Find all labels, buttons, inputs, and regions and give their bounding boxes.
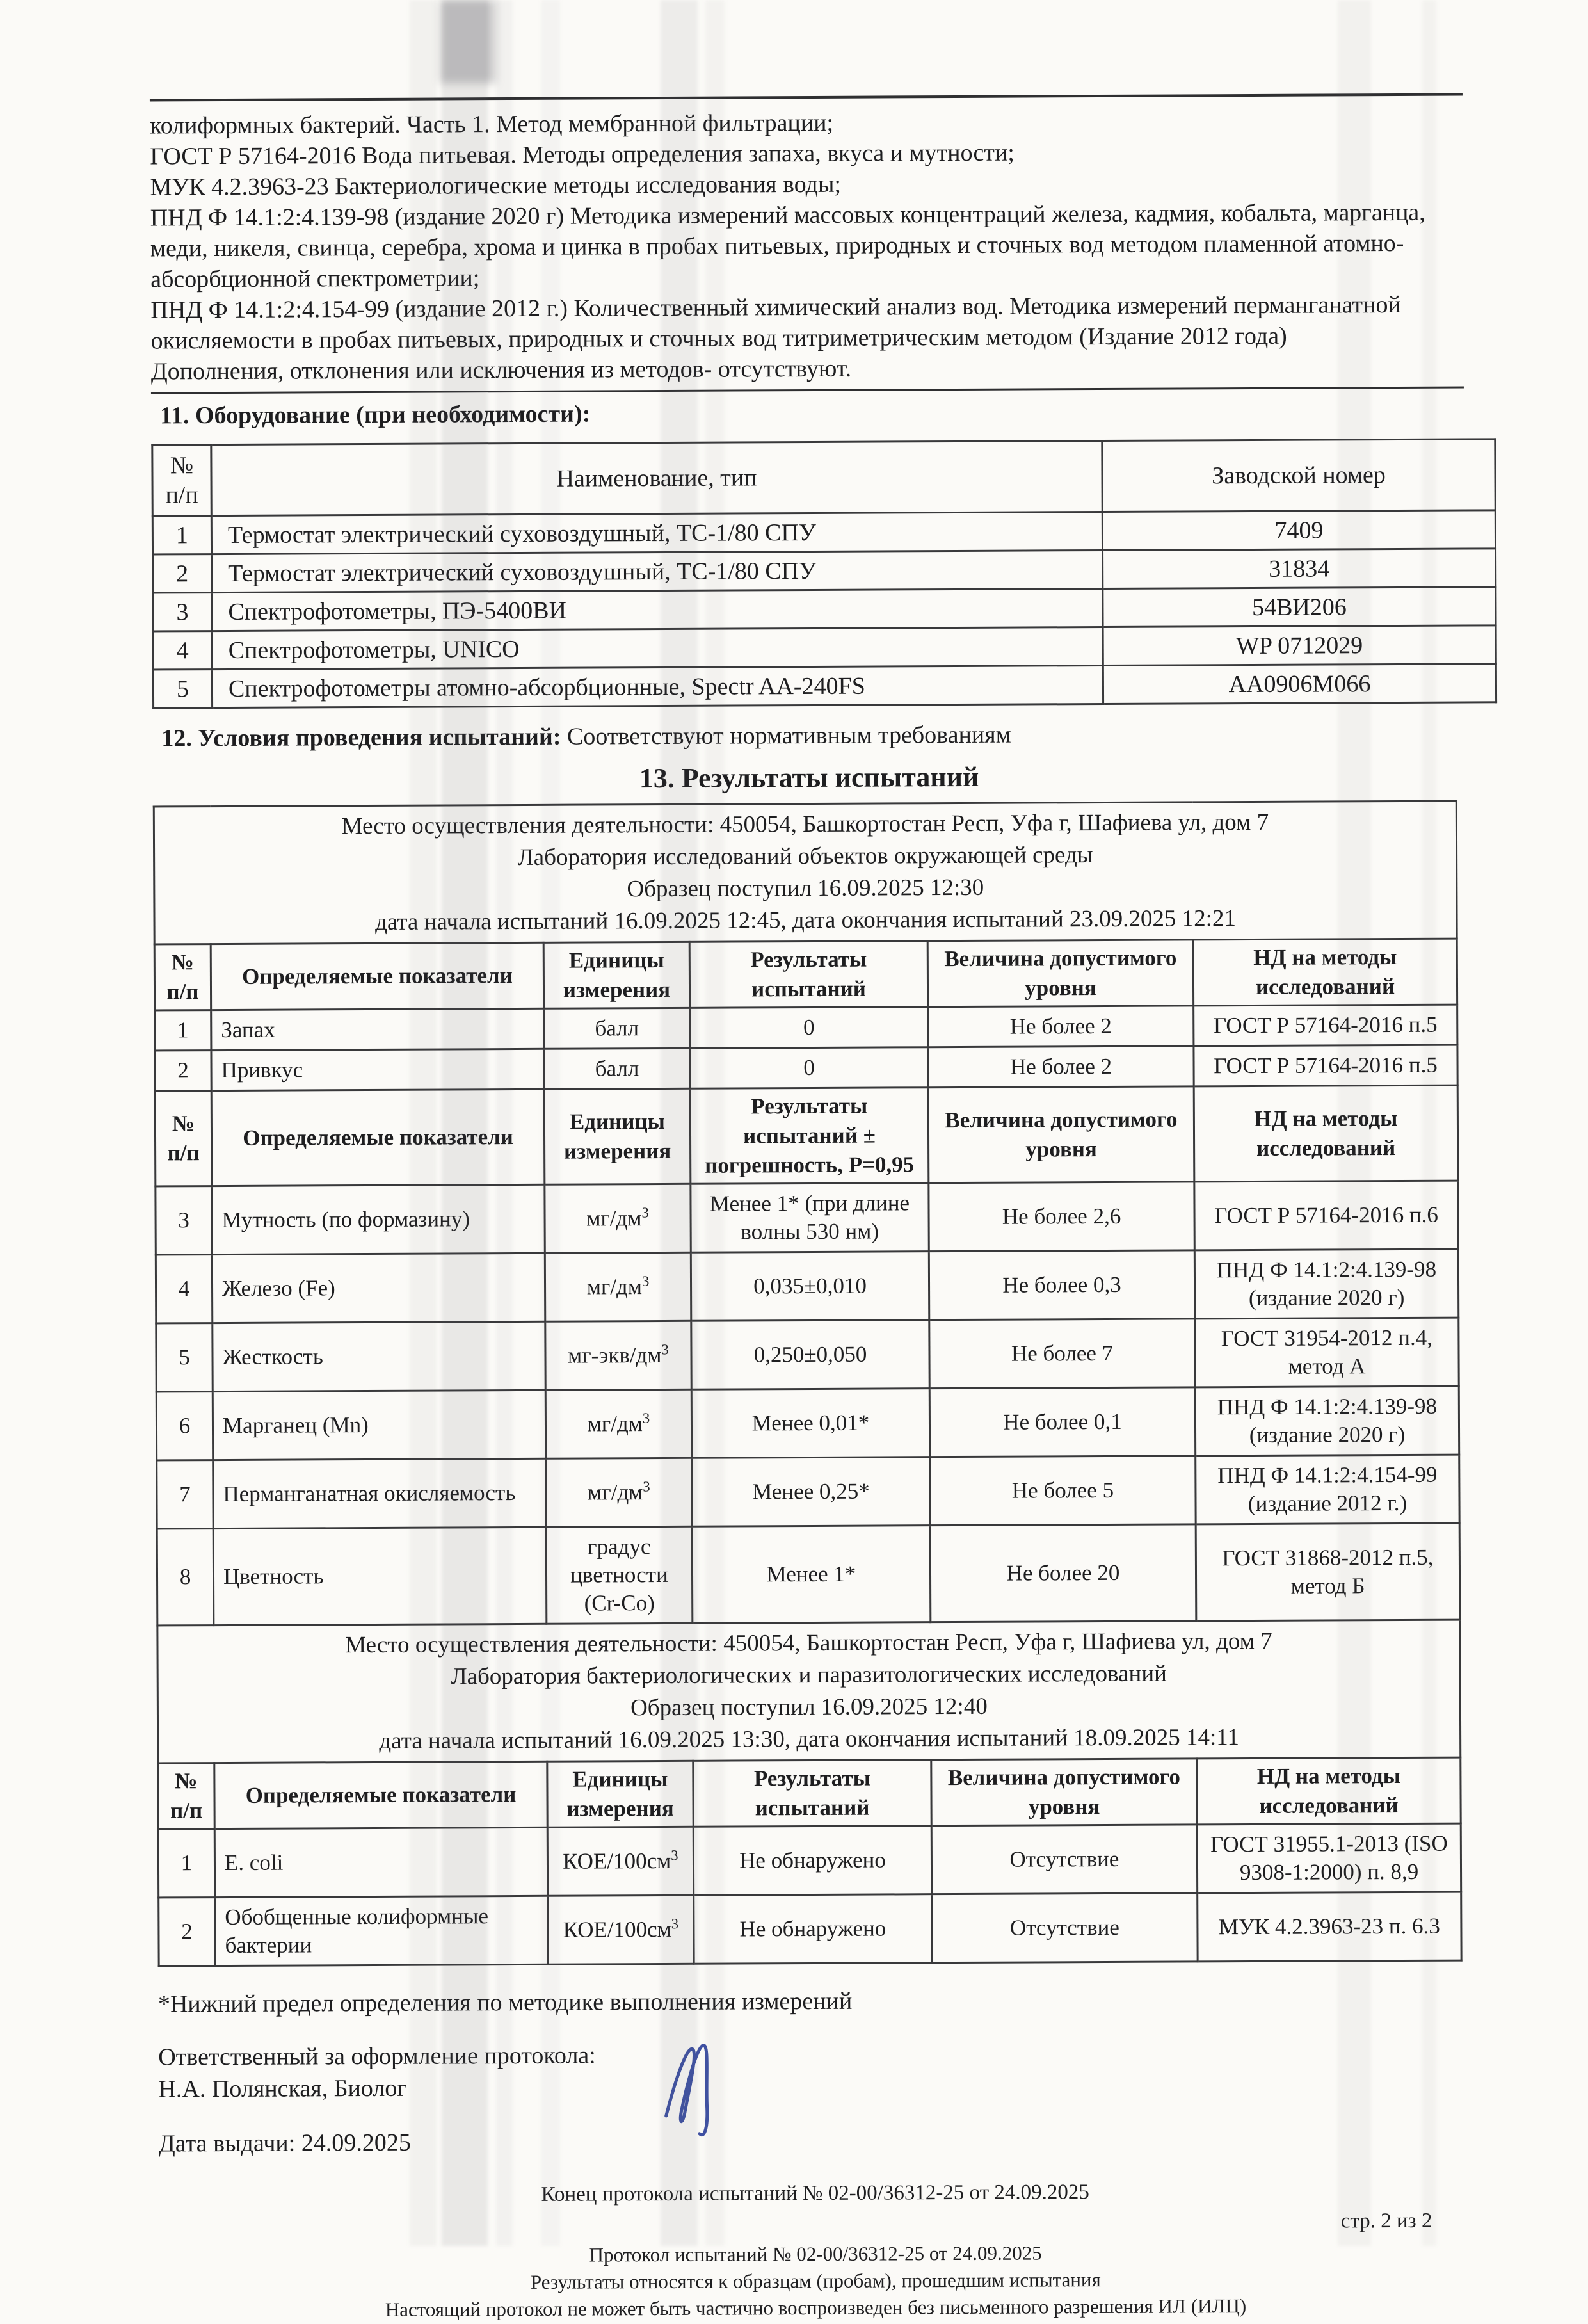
bact-info-block xyxy=(157,1620,1461,1763)
unit-base: мг-экв/дм xyxy=(568,1343,662,1368)
activity-address: Место осуществления деятельности: 450054, Башкортостан Респ, Уфа г, Шафиева ул, дом 7 xyxy=(164,1625,1452,1663)
cell-result: Менее 0,25* xyxy=(692,1457,930,1527)
col-header-name: Наименование, тип xyxy=(211,441,1102,516)
cell-name: Спектрофотометры, ПЭ-5400ВИ xyxy=(212,588,1103,631)
col-header-result: Результаты испытаний xyxy=(689,941,927,1008)
cell-serial: 54ВИ206 xyxy=(1103,587,1496,627)
col-header-num-top: № xyxy=(163,1766,209,1796)
cell-method: ПНД Ф 14.1:2:4.139-98 (издание 2020 г) xyxy=(1195,1386,1459,1456)
cell-limit: Не более 2,6 xyxy=(929,1182,1194,1252)
top-divider xyxy=(150,93,1463,102)
bact-info-row xyxy=(157,1620,1461,1763)
cell-unit xyxy=(545,1252,691,1321)
method-line: колиформных бактерий. Часть 1. Метод мембранной фильтрации; xyxy=(150,105,1463,141)
cell-limit: Не более 7 xyxy=(929,1319,1195,1389)
cell-indicator: Привкус xyxy=(211,1049,544,1090)
activity-address: Место осуществления деятельности: 450054, Башкортостан Респ, Уфа г, Шафиева ул, дом 7 xyxy=(161,806,1449,844)
unit-base: КОЕ/100см xyxy=(563,1848,671,1874)
signature xyxy=(654,2019,764,2148)
cell-indicator: Марганец (Mn) xyxy=(213,1390,545,1460)
issue-date: Дата выдачи: 24.09.2025 xyxy=(159,2124,1472,2158)
col-header-num xyxy=(152,445,211,516)
table-row xyxy=(153,625,1496,670)
cell-limit: Не более 0,3 xyxy=(929,1250,1194,1320)
cell-unit xyxy=(547,1827,693,1896)
equipment-header-row xyxy=(152,439,1495,516)
section-13-title: 13. Результаты испытаний xyxy=(152,759,1465,797)
results-scope-note: Результаты относятся к образцам (пробам), прошедшим испытания xyxy=(159,2265,1472,2298)
bact-header-row xyxy=(158,1757,1461,1829)
cell-unit xyxy=(546,1458,692,1527)
cell-limit: Отсутствие xyxy=(931,1825,1197,1894)
cell-num: 4 xyxy=(153,631,212,670)
col-header-indicator: Определяемые показатели xyxy=(211,1089,545,1186)
col-header-serial: Заводской номер xyxy=(1102,439,1495,512)
unit-superscript: 3 xyxy=(643,1410,650,1426)
cell-method: МУК 4.2.3963-23 п. 6.3 xyxy=(1198,1892,1461,1962)
section-12-label: 12. Условия проведения испытаний: xyxy=(161,723,561,752)
cell-indicator: Обобщенные колиформные бактерии xyxy=(215,1896,548,1965)
table-row xyxy=(156,1386,1459,1460)
col-header-limit: Величина допустимого уровня xyxy=(927,940,1193,1007)
col-header-num xyxy=(154,944,211,1010)
cell-name: Спектрофотометры, UNICO xyxy=(212,627,1103,669)
table-row xyxy=(156,1181,1458,1255)
col-header-method: НД на методы исследований xyxy=(1193,939,1457,1006)
unit-superscript: 3 xyxy=(642,1273,649,1289)
method-line: ПНД Ф 14.1:2:4.154-99 (издание 2012 г.) Количественный химический анализ вод. Методика измерений перманганатной окисляемости в пробах питьевых, природных и сточных вод титриметрическим методом (Издание 2012 года) xyxy=(150,289,1463,357)
responsible-name: Н.А. Полянская, Биолог xyxy=(158,2068,1471,2106)
cell-indicator: Запах xyxy=(211,1008,544,1050)
col-header-result: Результаты испытаний xyxy=(693,1760,931,1827)
unit-superscript: 3 xyxy=(643,1478,650,1494)
methods-paragraph xyxy=(150,105,1464,394)
cell-result: 0 xyxy=(690,1047,928,1089)
cell-method: ПНД Ф 14.1:2:4.154-99 (издание 2012 г.) xyxy=(1196,1455,1459,1524)
table-row xyxy=(155,1045,1457,1091)
col-header-num xyxy=(158,1763,214,1829)
cell-unit: балл xyxy=(544,1008,690,1049)
unit-base: мг/дм xyxy=(587,1274,642,1299)
cell-num: 2 xyxy=(159,1898,215,1966)
cell-name: Термостат электрический суховоздушный, ТС-1/80 СПУ xyxy=(211,512,1102,554)
col-header-num-top: № xyxy=(159,948,206,977)
responsible-block xyxy=(158,2036,1471,2106)
col-header-method: НД на методы исследований xyxy=(1197,1757,1461,1825)
unit-superscript: 3 xyxy=(641,1204,648,1220)
col-header-num xyxy=(155,1091,212,1186)
cell-num: 2 xyxy=(153,554,212,593)
cell-method: ГОСТ 31954-2012 п.4, метод А xyxy=(1195,1318,1459,1387)
table-row xyxy=(152,510,1495,554)
col-header-num-top: № xyxy=(157,451,206,480)
unit-superscript: 3 xyxy=(671,1916,678,1932)
results-table xyxy=(153,800,1463,1967)
col-header-num-bottom: п/п xyxy=(160,1138,207,1168)
cell-result: Менее 1* (при длине волны 530 нм) xyxy=(691,1183,929,1253)
cell-result: 0,250±0,050 xyxy=(691,1320,929,1390)
protocol-end-line: Конец протокола испытаний № 02-00/36312-25 от 24.09.2025 xyxy=(159,2179,1472,2209)
test-dates: дата начала испытаний 16.09.2025 12:45, дата окончания испытаний 23.09.2025 12:21 xyxy=(161,902,1449,940)
results-header-row xyxy=(154,939,1457,1010)
unit-base: мг/дм xyxy=(588,1480,643,1505)
cell-num: 7 xyxy=(157,1460,213,1529)
col-header-limit: Величина допустимого уровня xyxy=(928,1086,1194,1183)
cell-num: 1 xyxy=(152,516,211,554)
cell-unit xyxy=(548,1895,694,1964)
chem-info-block xyxy=(154,801,1457,944)
cell-indicator: E. coli xyxy=(214,1827,547,1897)
cell-limit: Отсутствие xyxy=(932,1893,1198,1963)
cell-indicator: Мутность (по формазину) xyxy=(212,1184,545,1254)
equipment-table xyxy=(151,438,1497,709)
method-line: ПНД Ф 14.1:2:4.139-98 (издание 2020 г) Методика измерений массовых концентраций железа, кадмия, кобальта, марганца, меди, никеля, свинца, серебра, хрома и цинка в пробах питьевых, природных и сточных вод методом пламенной атомно-абсорбционной спектрометрии; xyxy=(150,197,1464,295)
table-row xyxy=(153,587,1496,631)
cell-serial: 31834 xyxy=(1103,549,1496,589)
cell-method: ГОСТ Р 57164-2016 п.5 xyxy=(1194,1045,1457,1086)
cell-unit xyxy=(546,1526,693,1624)
cell-num: 3 xyxy=(156,1186,212,1255)
table-row xyxy=(159,1892,1461,1966)
col-header-limit: Величина допустимого уровня xyxy=(931,1759,1197,1826)
table-row xyxy=(155,1005,1457,1051)
cell-serial: AA0906M066 xyxy=(1103,664,1496,704)
cell-result: 0,035±0,010 xyxy=(691,1252,929,1321)
sample-received: Образец поступил 16.09.2025 12:40 xyxy=(165,1689,1453,1727)
col-header-num-bottom: п/п xyxy=(159,977,206,1006)
col-header-method: НД на методы исследований xyxy=(1194,1085,1458,1182)
deviations-line: Дополнения, отклонения или исключения из методов- отсутствуют. xyxy=(151,351,1464,394)
cell-method: ПНД Ф 14.1:2:4.139-98 (издание 2020 г) xyxy=(1194,1249,1458,1319)
cell-num: 5 xyxy=(156,1323,213,1392)
table-row xyxy=(157,1455,1459,1529)
cell-num: 3 xyxy=(153,593,212,631)
laboratory-name: Лаборатория исследований объектов окружающей среды xyxy=(161,838,1449,876)
responsible-label: Ответственный за оформление протокола: xyxy=(158,2036,1471,2074)
table-row xyxy=(153,549,1496,593)
cell-num: 1 xyxy=(158,1829,214,1898)
unit-base: градус цветности (Cr-Co) xyxy=(570,1534,668,1615)
cell-num: 8 xyxy=(157,1529,214,1626)
cell-num: 5 xyxy=(153,670,212,708)
cell-unit xyxy=(545,1321,691,1390)
chem-info-row xyxy=(154,801,1457,944)
section-11-title: 11. Оборудование (при необходимости): xyxy=(160,396,1464,430)
cell-name: Спектрофотометры атомно-абсорбционные, Spectr AA-240FS xyxy=(212,665,1103,707)
unit-base: КОЕ/100см xyxy=(563,1917,671,1942)
cell-num: 4 xyxy=(156,1255,212,1323)
cell-unit: балл xyxy=(544,1048,690,1089)
table-row xyxy=(156,1318,1459,1392)
unit-base: мг/дм xyxy=(588,1411,643,1436)
cell-limit: Не более 2 xyxy=(928,1046,1194,1088)
cell-result: Менее 0,01* xyxy=(691,1389,929,1458)
protocol-number-line: Протокол испытаний № 02-00/36312-25 от 24.09.2025 xyxy=(159,2238,1472,2271)
table-row xyxy=(156,1249,1458,1323)
section-12-value: Соответствуют нормативным требованиям xyxy=(567,722,1011,750)
cell-indicator: Жесткость xyxy=(213,1321,545,1391)
cell-limit: Не более 0,1 xyxy=(929,1387,1195,1457)
scan-artifact xyxy=(440,0,495,83)
col-header-result-precise: Результаты испытаний ± погрешность, Р=0,95 xyxy=(690,1088,929,1184)
cell-result: Менее 1* xyxy=(692,1526,931,1624)
table-row xyxy=(157,1523,1460,1626)
col-header-unit: Единицы измерения xyxy=(547,1761,693,1827)
unit-base: мг/дм xyxy=(586,1206,641,1231)
table-row xyxy=(158,1823,1461,1898)
lower-limit-footnote: *Нижний предел определения по методике выполнения измерений xyxy=(158,1985,1471,2019)
cell-limit: Не более 2 xyxy=(928,1006,1194,1047)
col-header-num-bottom: п/п xyxy=(163,1796,210,1825)
cell-num: 6 xyxy=(156,1392,213,1460)
col-header-num-bottom: п/п xyxy=(157,480,207,510)
laboratory-name: Лаборатория бактериологических и паразитологических исследований xyxy=(165,1657,1453,1695)
col-header-num-top: № xyxy=(160,1109,207,1138)
cell-indicator: Цветность xyxy=(213,1527,547,1625)
cell-method: ГОСТ 31955.1-2013 (ISO 9308-1:2000) п. 8,9 xyxy=(1197,1823,1461,1893)
cell-unit xyxy=(545,1389,691,1458)
cell-result: Не обнаружено xyxy=(693,1826,931,1896)
cell-result: 0 xyxy=(690,1007,928,1049)
cell-indicator: Железо (Fe) xyxy=(212,1253,545,1323)
col-header-unit: Единицы измерения xyxy=(543,942,689,1008)
col-header-indicator: Определяемые показатели xyxy=(214,1761,547,1828)
unit-superscript: 3 xyxy=(661,1341,668,1357)
method-line: МУК 4.2.3963-23 Бактериологические методы исследования воды; xyxy=(150,166,1463,203)
reproduction-note: Настоящий протокол не может быть частично воспроизведен без письменного разрешения ИЛ (ИЛЦ) xyxy=(159,2292,1472,2324)
test-dates: дата начала испытаний 16.09.2025 13:30, дата окончания испытаний 18.09.2025 14:11 xyxy=(165,1721,1453,1759)
cell-method: ГОСТ Р 57164-2016 п.5 xyxy=(1194,1005,1457,1046)
section-12-line xyxy=(161,719,1465,753)
col-header-indicator: Определяемые показатели xyxy=(211,942,543,1010)
unit-superscript: 3 xyxy=(671,1847,678,1863)
cell-num: 1 xyxy=(155,1010,211,1051)
method-line: ГОСТ Р 57164-2016 Вода питьевая. Методы определения запаха, вкуса и мутности; xyxy=(150,136,1463,172)
results-header-row-precise xyxy=(155,1085,1458,1186)
cell-method: ГОСТ 31868-2012 п.5, метод Б xyxy=(1196,1523,1460,1621)
cell-result: Не обнаружено xyxy=(694,1894,932,1964)
table-row xyxy=(153,664,1496,708)
sample-received: Образец поступил 16.09.2025 12:30 xyxy=(161,870,1449,908)
col-header-unit: Единицы измерения xyxy=(544,1088,691,1184)
cell-indicator: Перманганатная окисляемость xyxy=(213,1458,546,1528)
cell-limit: Не более 20 xyxy=(930,1524,1196,1622)
cell-num: 2 xyxy=(155,1051,211,1091)
cell-unit xyxy=(545,1184,691,1253)
page-number: стр. 2 из 2 xyxy=(159,2209,1472,2239)
cell-serial: 7409 xyxy=(1102,510,1495,551)
cell-method: ГОСТ Р 57164-2016 п.6 xyxy=(1194,1181,1458,1250)
cell-name: Термостат электрический суховоздушный, ТС-1/80 СПУ xyxy=(212,550,1103,592)
cell-limit: Не более 5 xyxy=(930,1456,1196,1526)
cell-serial: WP 0712029 xyxy=(1103,625,1496,666)
